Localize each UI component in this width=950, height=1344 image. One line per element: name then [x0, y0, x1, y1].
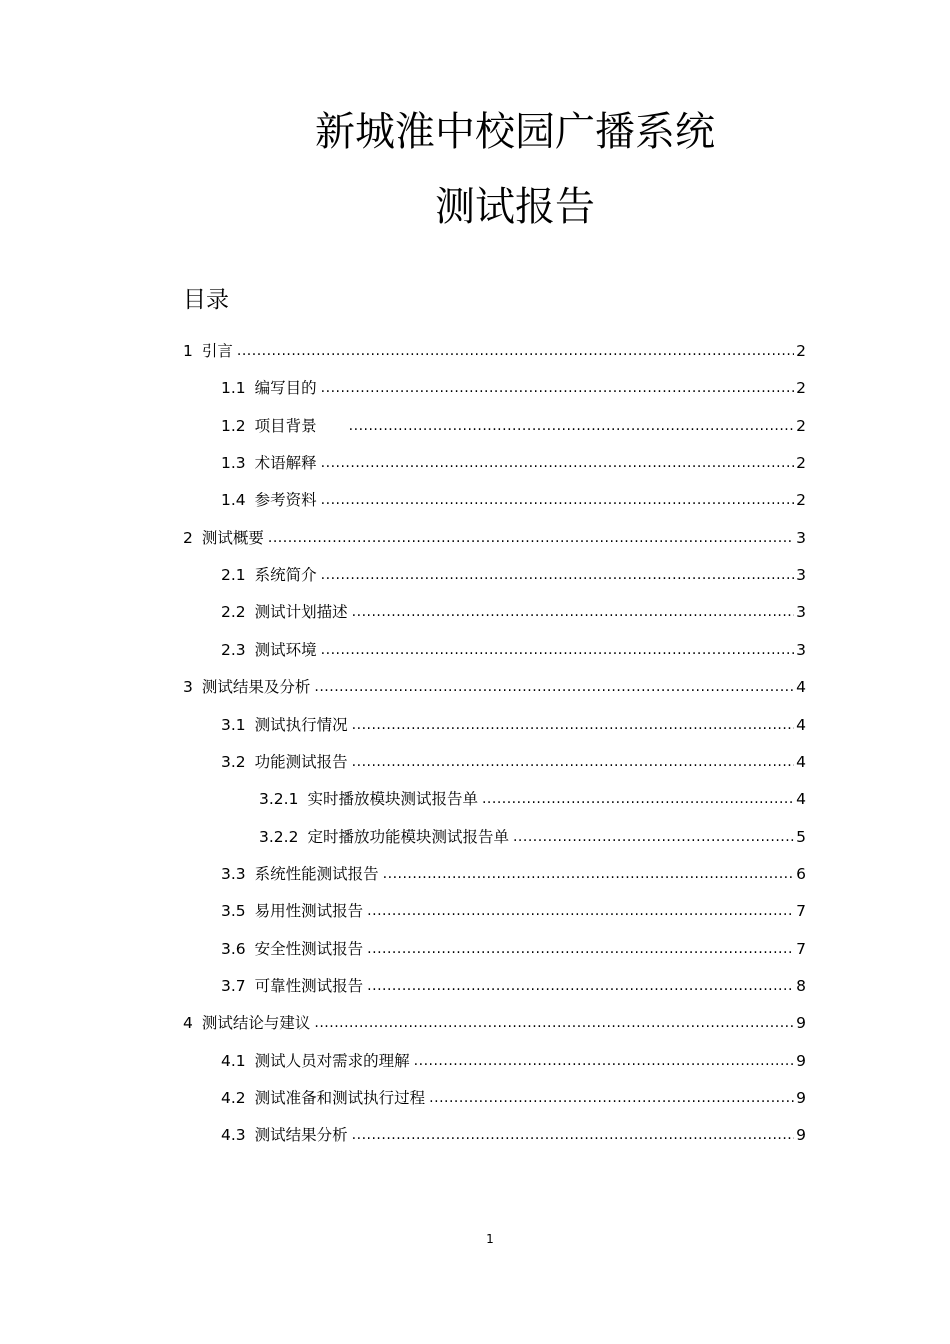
toc-entry-number: 3.3 [221, 864, 246, 883]
toc-entry-title: 测试准备和测试执行过程 [254, 1089, 426, 1107]
toc-entry-number: 4.3 [221, 1126, 246, 1145]
toc-entry[interactable] [259, 822, 806, 848]
toc-entry[interactable] [221, 1046, 806, 1072]
toc-entry-title: 项目背景 [254, 416, 317, 435]
toc-entry-page: 2 [796, 454, 806, 473]
toc-dot-leader [321, 639, 794, 661]
toc-dot-leader [352, 714, 794, 736]
toc-entry-page: 3 [796, 566, 806, 585]
toc-entry[interactable] [221, 1120, 806, 1146]
toc-entry[interactable] [221, 373, 806, 399]
toc-entry[interactable] [183, 672, 806, 698]
toc-entry-title: 可靠性测试报告 [254, 976, 364, 995]
toc-entry-page: 2 [796, 379, 806, 398]
toc-entry-page: 2 [796, 342, 806, 360]
toc-dot-leader [352, 1124, 794, 1146]
toc-entry-title: 引言 [201, 342, 233, 360]
toc-dot-leader [321, 564, 794, 586]
toc-dot-leader [383, 863, 794, 885]
toc-entry-number: 1.1 [221, 379, 246, 398]
toc-entry-number: 2.1 [221, 566, 246, 585]
toc-entry-title: 测试结果分析 [254, 1126, 348, 1145]
toc-entry-page: 6 [796, 864, 806, 883]
toc-dot-leader [268, 527, 794, 549]
toc-dot-leader [429, 1087, 794, 1109]
toc-entry[interactable] [221, 859, 806, 885]
toc-dot-leader [314, 676, 794, 698]
toc-entry[interactable] [221, 1083, 806, 1109]
toc-entry[interactable] [221, 485, 806, 511]
toc-entry-title: 编写目的 [254, 379, 317, 398]
toc-entry-title: 实时播放模块测试报告单 [307, 790, 478, 809]
toc-entry-page: 2 [796, 491, 806, 510]
toc-entry-title: 测试执行情况 [254, 715, 348, 734]
toc-entry-number: 3.2 [221, 752, 246, 771]
toc-dot-leader [349, 415, 794, 437]
toc-dot-leader [237, 340, 794, 362]
toc-entry-title: 定时播放功能模块测试报告单 [307, 827, 509, 846]
toc-dot-leader [367, 938, 794, 960]
toc-entry[interactable] [221, 597, 806, 623]
toc-dot-leader [321, 452, 794, 474]
toc-entry[interactable] [221, 747, 806, 773]
toc-entry[interactable] [221, 448, 806, 474]
toc-entry-page: 5 [796, 827, 806, 846]
toc-entry-page: 8 [796, 976, 806, 995]
page-number: 1 [486, 1232, 494, 1246]
toc-entry-page: 3 [796, 603, 806, 622]
toc-entry-page: 4 [796, 790, 806, 809]
toc-entry-title: 测试人员对需求的理解 [254, 1051, 410, 1070]
toc-entry[interactable] [259, 784, 806, 810]
document-title-line1: 新城淮中校园广播系统 [315, 109, 715, 155]
toc-dot-leader [321, 489, 794, 511]
toc-entry-title: 参考资料 [254, 491, 317, 510]
toc-entry[interactable] [221, 934, 806, 960]
toc-entry-title: 易用性测试报告 [254, 902, 364, 921]
toc-entry-page: 9 [796, 1126, 806, 1145]
toc-entry-page: 3 [796, 640, 806, 659]
toc-entry-number: 2 [183, 528, 193, 547]
toc-entry-number: 3.5 [221, 902, 246, 921]
toc-entry-number: 2.2 [221, 603, 246, 622]
toc-dot-leader [352, 601, 794, 623]
toc-entry-title: 测试概要 [201, 528, 264, 547]
toc-entry-page: 7 [796, 939, 806, 958]
toc-entry-number: 4 [183, 1014, 193, 1033]
toc-dot-leader [414, 1050, 794, 1072]
toc-entry-number: 3.7 [221, 976, 246, 995]
toc-entry[interactable] [221, 971, 806, 997]
toc-dot-leader [482, 788, 794, 810]
toc-entry-title: 系统简介 [254, 566, 317, 585]
toc-entry-title: 测试环境 [254, 640, 317, 659]
toc-dot-leader [352, 751, 794, 773]
toc-dot-leader [513, 826, 794, 848]
toc-entry[interactable] [221, 635, 806, 661]
toc-entry-title: 系统性能测试报告 [254, 864, 379, 883]
toc-entry-page: 4 [796, 752, 806, 771]
toc-entry-title: 术语解释 [254, 454, 317, 473]
toc-entry-number: 3.2.1 [259, 790, 299, 809]
toc-dot-leader [367, 975, 794, 997]
toc-entry-page: 9 [796, 1051, 806, 1070]
toc-entry-number: 1.3 [221, 454, 246, 473]
toc-entry-title: 测试计划描述 [254, 603, 348, 622]
document-title-line2: 测试报告 [435, 184, 595, 230]
toc-entry[interactable] [183, 523, 806, 549]
toc-entry-title: 测试结果及分析 [201, 678, 311, 697]
toc-entry-title: 测试结论与建议 [201, 1014, 311, 1033]
toc-entry-number: 1.2 [221, 416, 246, 435]
toc-entry-page: 9 [796, 1014, 806, 1033]
toc-entry[interactable] [183, 1008, 806, 1034]
toc-entry-number: 4.1 [221, 1051, 246, 1070]
toc-entry[interactable] [221, 560, 806, 586]
toc-entry-number: 3.2.2 [259, 827, 299, 846]
toc-entry-title: 功能测试报告 [254, 752, 348, 771]
toc-entry-page: 3 [796, 528, 806, 547]
toc-entry-number: 3.1 [221, 715, 246, 734]
toc-entry[interactable] [183, 336, 806, 362]
toc-entry[interactable] [221, 896, 806, 922]
toc-entry-number: 1 [183, 342, 193, 360]
toc-dot-leader [367, 900, 794, 922]
toc-entry-page: 7 [796, 902, 806, 921]
toc-entry-number: 4.2 [221, 1089, 246, 1107]
toc-entry[interactable] [221, 710, 806, 736]
toc-entry[interactable] [221, 411, 806, 437]
toc-dot-leader [321, 377, 794, 399]
toc-entry-number: 3 [183, 678, 193, 697]
toc-dot-leader [314, 1012, 794, 1034]
toc-heading: 目录 [183, 287, 229, 313]
toc-entry-number: 1.4 [221, 491, 246, 510]
toc-entry-number: 2.3 [221, 640, 246, 659]
toc-entry-number: 3.6 [221, 939, 246, 958]
toc-entry-title: 安全性测试报告 [254, 939, 364, 958]
toc-entry-page: 2 [796, 416, 806, 435]
toc-entry-page: 4 [796, 678, 806, 697]
toc-entry-page: 4 [796, 715, 806, 734]
toc-entry-page: 9 [796, 1089, 806, 1107]
